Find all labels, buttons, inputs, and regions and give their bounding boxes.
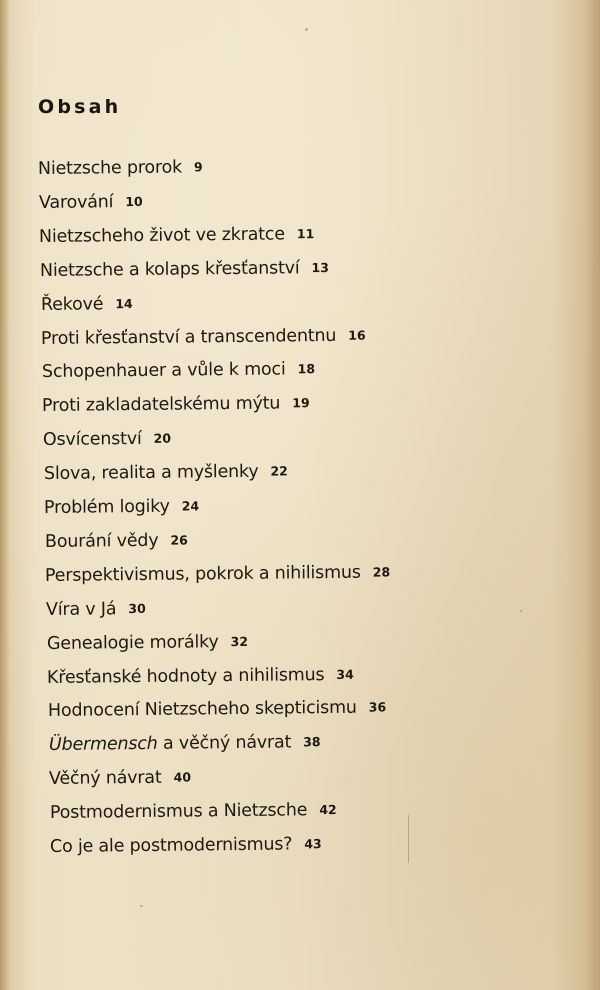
toc-entry-title: Proti zakladatelskému mýtu [42, 393, 281, 417]
toc-entry-title: Problém logiky [44, 496, 171, 518]
toc-entry-title: Nietzscheho život ve zkratce [39, 224, 286, 247]
page-edge-shadow-left [0, 0, 10, 990]
toc-entry [45, 527, 188, 553]
toc-entry-title: Übermensch [48, 734, 158, 756]
paper-scratch [408, 815, 409, 863]
toc-entry-title: Varování [38, 192, 113, 213]
toc-entry-title: Schopenhauer a vůle k moci [41, 359, 286, 383]
toc-entry-page-number: 28 [373, 564, 391, 580]
paper-speck [140, 905, 143, 907]
toc-entry [46, 596, 146, 622]
toc-entry-title: Řekové [40, 293, 103, 315]
paper-speck [520, 610, 522, 612]
toc-entry-page-number: 16 [348, 327, 366, 343]
toc-entry [47, 661, 354, 689]
toc-entry-page-number: 32 [230, 633, 248, 649]
toc-entry [50, 831, 322, 859]
toc-entry-title: Postmodernismus a Nietzsche [49, 800, 308, 824]
paper-speck [305, 28, 308, 31]
toc-entry-page-number: 34 [336, 666, 355, 682]
toc-entry-page-number: 38 [302, 734, 321, 750]
toc-entry-page-number: 18 [297, 361, 315, 377]
toc-entry-page-number: 30 [128, 600, 146, 616]
toc-entry-title: Křesťanské hodnoty a nihilismus [47, 664, 325, 688]
toc-entry-page-number: 20 [153, 430, 172, 447]
toc-entry-title: Slova, realita a myšlenky [43, 461, 259, 485]
toc-entry [49, 765, 191, 791]
toc-entry-title: Perspektivismus, pokrok a nihilismus [45, 562, 362, 586]
toc-entry [43, 459, 287, 487]
toc-entry-page-number: 26 [170, 532, 188, 548]
toc-entry [40, 291, 132, 317]
toc-entry-title: Proti křesťanství a transcendentnu [40, 325, 337, 349]
toc-entry-title: Nietzsche prorok [37, 157, 183, 179]
toc-entry-page-number: 40 [173, 769, 192, 785]
toc-entry-page-number: 43 [304, 836, 323, 852]
toc-entry [42, 390, 310, 418]
toc-entry-page-number: 24 [181, 498, 200, 514]
toc-entry-page-number: 22 [269, 463, 288, 479]
toc-entry-title: Hodnocení Nietzscheho skepticismu [47, 698, 357, 722]
toc-entry [41, 322, 366, 350]
toc-entry [50, 797, 337, 825]
toc-heading: Obsah [38, 96, 122, 118]
toc-entry-page-number: 9 [193, 159, 203, 175]
toc-entry-title: Osvícenství [42, 429, 142, 451]
toc-entry-title: Genealogie morálky [46, 631, 219, 654]
toc-entry-title: Věčný návrat [49, 768, 162, 790]
toc-entry [43, 426, 171, 452]
toc-entry-title: Víra v Já [45, 598, 117, 620]
toc-entry-page-number: 36 [368, 699, 387, 716]
toc-entry-title-rest: a věčný návrat [157, 732, 291, 755]
toc-entry [47, 628, 248, 655]
toc-entry-page-number: 11 [296, 225, 315, 242]
toc-entry-title: Co je ale postmodernismus? [50, 834, 293, 857]
toc-entry [38, 189, 142, 215]
toc-entry-title: Nietzsche a kolaps křesťanství [39, 257, 300, 281]
toc-entry-page-number: 19 [292, 395, 311, 411]
toc-entry-page-number: 14 [114, 295, 133, 311]
toc-entry [45, 559, 390, 588]
toc-entry-page-number: 10 [124, 193, 143, 209]
toc-entry-page-number: 42 [318, 802, 337, 818]
toc-entry [38, 154, 203, 181]
toc-entry [48, 729, 320, 757]
toc-entry [40, 255, 329, 283]
toc-entry-title: Bourání vědy [44, 530, 159, 552]
toc-entry-page-number: 13 [311, 259, 329, 275]
toc-entry [42, 357, 315, 385]
toc-entry [48, 695, 386, 724]
toc-entry [44, 493, 199, 520]
page-edge-shadow-right [586, 0, 600, 990]
toc-entry [39, 221, 314, 249]
